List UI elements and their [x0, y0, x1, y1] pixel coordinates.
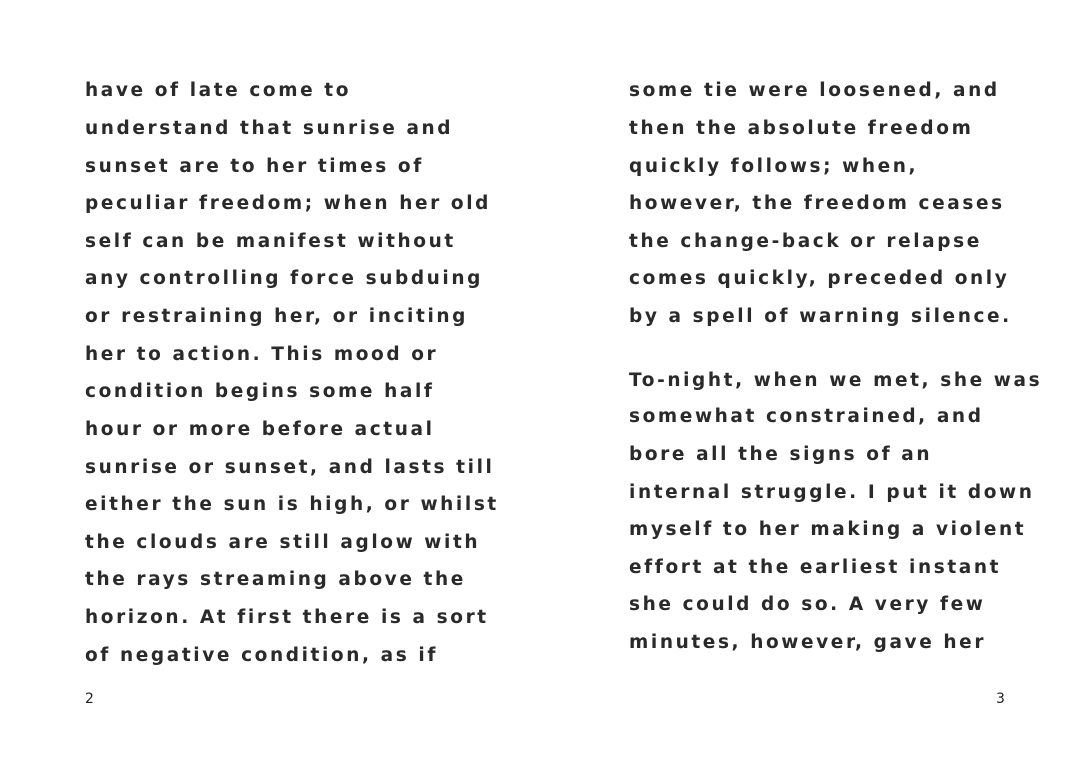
text-line: myself to her making a violent: [629, 519, 1027, 540]
text-line: sunset are to her times of: [85, 156, 424, 177]
text-line: however, the freedom ceases: [629, 193, 1005, 214]
text-line: have of late come to: [85, 80, 352, 101]
text-line: To-night, when we met, she was: [629, 370, 1043, 391]
text-line: the change-back or relapse: [629, 231, 982, 252]
text-line: quickly follows; when,: [629, 156, 919, 177]
text-line: then the absolute freedom: [629, 118, 974, 139]
text-line: the clouds are still aglow with: [85, 532, 481, 553]
text-line: by a spell of warning silence.: [629, 306, 1012, 327]
right-page: [629, 0, 1049, 769]
text-line: self can be manifest without: [85, 231, 456, 252]
text-line: effort at the earliest instant: [629, 557, 1002, 578]
text-line: understand that sunrise and: [85, 118, 454, 139]
text-line: hour or more before actual: [85, 419, 435, 440]
text-line: horizon. At first there is a sort: [85, 607, 489, 628]
left-page: [85, 0, 505, 769]
text-line: internal struggle. I put it down: [629, 482, 1035, 503]
text-line: comes quickly, preceded only: [629, 268, 1010, 289]
text-line: any controlling force subduing: [85, 268, 483, 289]
text-line: minutes, however, gave her: [629, 632, 987, 653]
text-line: her to action. This mood or: [85, 344, 439, 365]
page-number-right: 3: [996, 691, 1005, 707]
text-line: peculiar freedom; when her old: [85, 193, 491, 214]
text-line: some tie were loosened, and: [629, 80, 1000, 101]
text-line: somewhat constrained, and: [629, 406, 984, 427]
text-line: she could do so. A very few: [629, 594, 986, 615]
text-line: either the sun is high, or whilst: [85, 494, 499, 515]
text-line: condition begins some half: [85, 381, 435, 402]
page-number-left: 2: [85, 691, 94, 707]
text-line: sunrise or sunset, and lasts till: [85, 457, 495, 478]
text-line: the rays streaming above the: [85, 569, 466, 590]
text-line: of negative condition, as if: [85, 645, 438, 666]
text-line: bore all the signs of an: [629, 444, 933, 465]
text-line: or restraining her, or inciting: [85, 306, 468, 327]
